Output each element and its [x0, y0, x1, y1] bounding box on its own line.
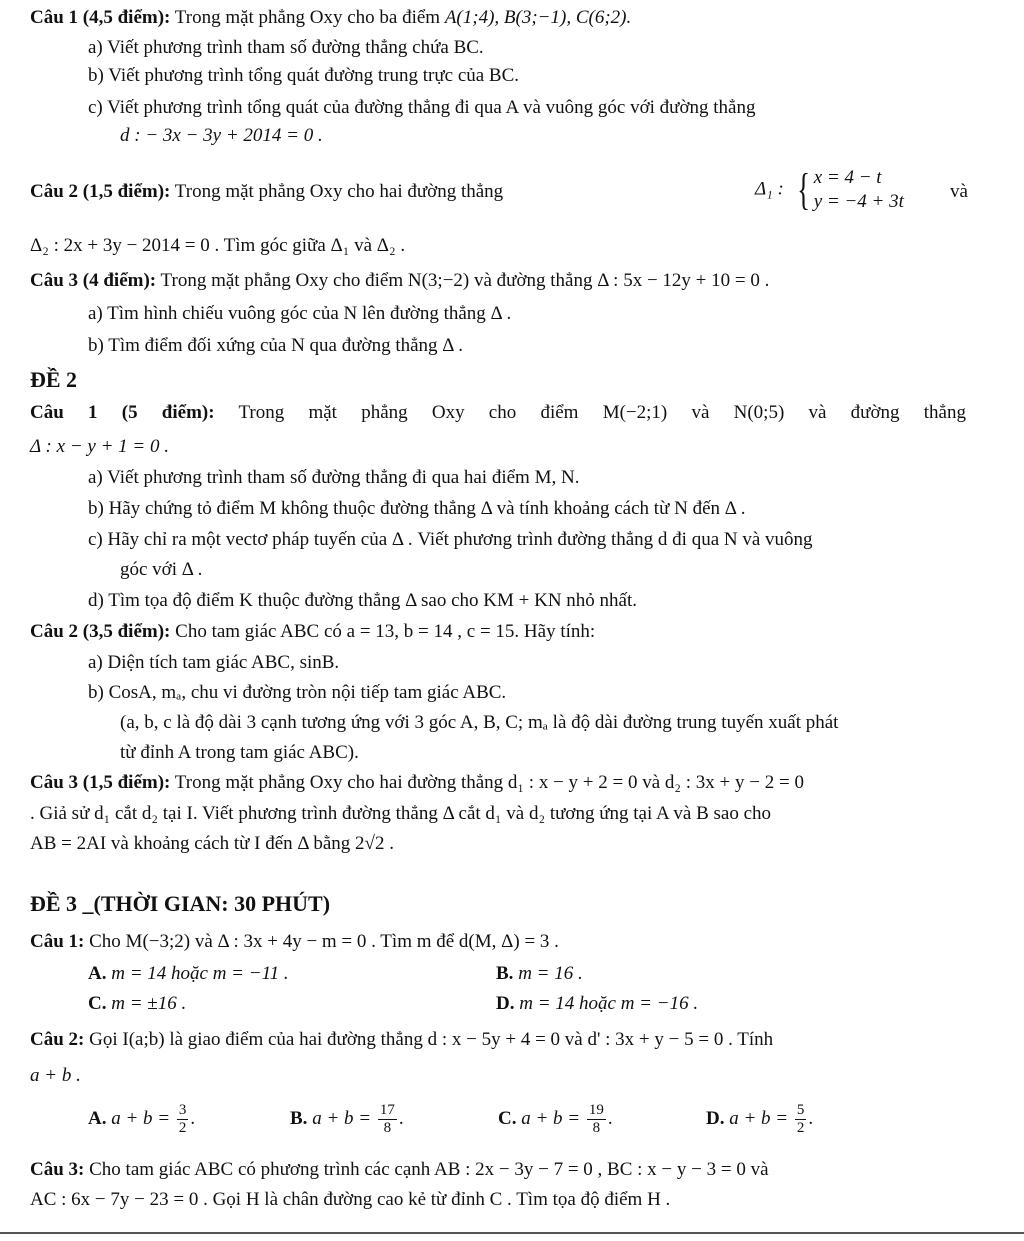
- de1-cau3-b: b) Tìm điểm đối xứng của N qua đường thẳng Δ .: [88, 335, 463, 356]
- option-label: D.: [706, 1107, 725, 1129]
- question-heading: Câu 3 (4 điểm):: [30, 270, 157, 291]
- option-label: A.: [88, 1107, 107, 1129]
- option-text: a + b =: [729, 1107, 789, 1129]
- de2-cau2-a: a) Diện tích tam giác ABC, sinB.: [88, 652, 340, 673]
- fraction: [378, 1102, 397, 1137]
- de3-cau2-line2: a + b .: [30, 1065, 81, 1086]
- de2-cau1-c-cont: góc với Δ .: [120, 559, 203, 580]
- de1-cau1-c-equation: d : − 3x − 3y + 2014 = 0 .: [120, 125, 323, 146]
- question-heading: Câu 3 (1,5 điểm):: [30, 772, 171, 793]
- denominator: 2: [796, 1120, 805, 1136]
- system-row: x = 4 − t: [813, 167, 882, 188]
- option-label: C.: [88, 993, 107, 1014]
- de3-title: ĐỀ 3 _(THỜI GIAN: 30 PHÚT): [30, 891, 331, 916]
- de2-cau1-line2: Δ : x − y + 1 = 0 .: [30, 436, 169, 457]
- equation-system: { x = 4 − t y = −4 + 3t: [796, 165, 904, 214]
- de1-cau3-a: a) Tìm hình chiếu vuông góc của N lên đường thẳng Δ .: [88, 303, 512, 324]
- question-text: Trong mặt phẳng Oxy cho hai đường thẳng: [170, 181, 504, 202]
- option-text: m = ±16 .: [111, 993, 187, 1014]
- question-heading: Câu 2 (3,5 điểm):: [30, 621, 171, 642]
- numerator: 5: [796, 1102, 805, 1118]
- math-expression: Δ₁ :: [755, 178, 784, 200]
- option-text: m = 16 .: [518, 963, 583, 984]
- de2-cau1-a: a) Viết phương trình tham số đường thẳng đi qua hai điểm M, N.: [88, 467, 580, 488]
- option-a[interactable]: [88, 962, 289, 986]
- option-c[interactable]: [88, 992, 186, 1016]
- option-label: C.: [498, 1107, 517, 1129]
- question-heading: Câu 3:: [30, 1159, 85, 1180]
- fraction: [795, 1102, 807, 1137]
- de2-title: ĐỀ 2: [30, 367, 78, 392]
- option-label: B.: [496, 963, 514, 984]
- de1-cau1: [30, 6, 1024, 30]
- option-a[interactable]: A. a + b = $\frac{3}{2}$ .: [88, 1102, 196, 1136]
- de2-cau3: [30, 771, 1024, 795]
- de2-cau1-c: c) Hãy chỉ ra một vectơ pháp tuyến của Δ . Viết phương trình đường thẳng d đi qua N và vuông: [88, 529, 813, 550]
- de3-cau1: [30, 930, 1024, 954]
- de1-cau1-c: c) Viết phương trình tổng quát của đường thẳng đi qua A và vuông góc với đường thẳng: [88, 97, 756, 118]
- numerator: 17: [379, 1102, 395, 1118]
- option-label: B.: [290, 1107, 308, 1129]
- numerator: 19: [588, 1102, 604, 1118]
- option-label: D.: [496, 993, 515, 1014]
- de2-cau1-b: b) Hãy chứng tỏ điểm M không thuộc đường thẳng Δ và tính khoảng cách từ N đến Δ .: [88, 498, 746, 519]
- option-b[interactable]: B. a + b = $\frac{17}{8}$ .: [290, 1102, 404, 1136]
- de2-cau1: [30, 401, 966, 425]
- question-text: Cho tam giác ABC có phương trình các cạnh AB : 2x − 3y − 7 = 0 , BC : x − y − 3 = 0 và: [84, 1159, 769, 1180]
- question-text: Cho M(−3;2) và Δ : 3x + 4y − m = 0 . Tìm m để d(M, Δ) = 3 .: [84, 931, 559, 952]
- question-text: Trong mặt phẳng Oxy cho điểm N(3;−2) và đường thẳng Δ : 5x − 12y + 10 = 0 .: [156, 270, 770, 291]
- de1-cau3: [30, 269, 1024, 293]
- system-row: y = −4 + 3t: [813, 191, 904, 212]
- option-b[interactable]: [496, 962, 583, 986]
- question-text: Trong mặt phẳng Oxy cho điểm M(−2;1) và N(0;5) và đường thẳng: [214, 402, 966, 423]
- question-heading: Câu 2:: [30, 1029, 85, 1050]
- de1-cau1-b: b) Viết phương trình tổng quát đường trung trực của BC.: [88, 65, 520, 86]
- de2-cau1-d: d) Tìm tọa độ điểm K thuộc đường thẳng Δ sao cho KM + KN nhỏ nhất.: [88, 590, 638, 611]
- numerator: 3: [178, 1102, 187, 1118]
- question-heading: Câu 1 (5 điểm):: [30, 402, 215, 423]
- option-text: m = 14 hoặc m = −16 .: [519, 993, 699, 1014]
- question-text: Trong mặt phẳng Oxy cho hai đường thẳng d₁ : x − y + 2 = 0 và d₂ : 3x + y − 2 = 0: [170, 772, 804, 793]
- math-expression: A(1;4), B(3;−1), C(6;2).: [444, 7, 632, 28]
- option-text: a + b =: [521, 1107, 581, 1129]
- de3-cau2: [30, 1028, 1024, 1052]
- de2-cau2: [30, 620, 1024, 644]
- question-heading: Câu 1 (4,5 điểm):: [30, 7, 171, 28]
- page-bottom-rule: [0, 1232, 1024, 1234]
- option-label: A.: [88, 963, 107, 984]
- denominator: 8: [383, 1120, 392, 1136]
- option-c[interactable]: C. a + b = $\frac{19}{8}$ .: [498, 1102, 613, 1136]
- fraction: [177, 1102, 189, 1137]
- option-text: a + b =: [312, 1107, 372, 1129]
- de2-cau2-note: (a, b, c là độ dài 3 cạnh tương ứng với 3 góc A, B, C; mₐ là độ dài đường trung tuyến xuất phát: [120, 712, 839, 733]
- denominator: 2: [178, 1120, 187, 1136]
- option-d[interactable]: [496, 992, 698, 1016]
- option-text: a + b =: [111, 1107, 171, 1129]
- de3-cau3-line2: AC : 6x − 7y − 23 = 0 . Gọi H là chân đường cao kẻ từ đỉnh C . Tìm tọa độ điểm H .: [30, 1189, 671, 1210]
- option-d[interactable]: D. a + b = $\frac{5}{2}$ .: [706, 1102, 814, 1136]
- de2-cau3-line3: AB = 2AI và khoảng cách từ I đến Δ bằng 2√2 .: [30, 833, 394, 854]
- question-text: Gọi I(a;b) là giao điểm của hai đường thẳng d : x − 5y + 4 = 0 và d' : 3x + y − 5 = 0 . Tính: [84, 1029, 774, 1050]
- question-text: Trong mặt phẳng Oxy cho ba điểm: [170, 7, 445, 28]
- de1-cau1-a: a) Viết phương trình tham số đường thẳng chứa BC.: [88, 37, 484, 58]
- question-text: Cho tam giác ABC có a = 13, b = 14 , c = 15. Hãy tính:: [170, 621, 596, 642]
- question-heading: Câu 1:: [30, 931, 85, 952]
- fraction: [587, 1102, 606, 1137]
- de2-cau2-note-cont: từ đỉnh A trong tam giác ABC).: [120, 742, 359, 763]
- option-text: m = 14 hoặc m = −11 .: [111, 963, 289, 984]
- denominator: 8: [592, 1120, 601, 1136]
- de2-cau2-b: b) CosA, mₐ, chu vi đường tròn nội tiếp tam giác ABC.: [88, 682, 507, 703]
- question-heading: Câu 2 (1,5 điểm):: [30, 181, 171, 202]
- conjunction: và: [950, 181, 968, 202]
- de1-cau2-line2: Δ₂ : 2x + 3y − 2014 = 0 . Tìm góc giữa Δ₁ và Δ₂ .: [30, 235, 406, 256]
- de2-cau3-line2: . Giả sử d₁ cắt d₂ tại I. Viết phương trình đường thẳng Δ cắt d₁ và d₂ tương ứng tại A và B sao cho: [30, 803, 771, 824]
- de3-cau3: [30, 1158, 1024, 1182]
